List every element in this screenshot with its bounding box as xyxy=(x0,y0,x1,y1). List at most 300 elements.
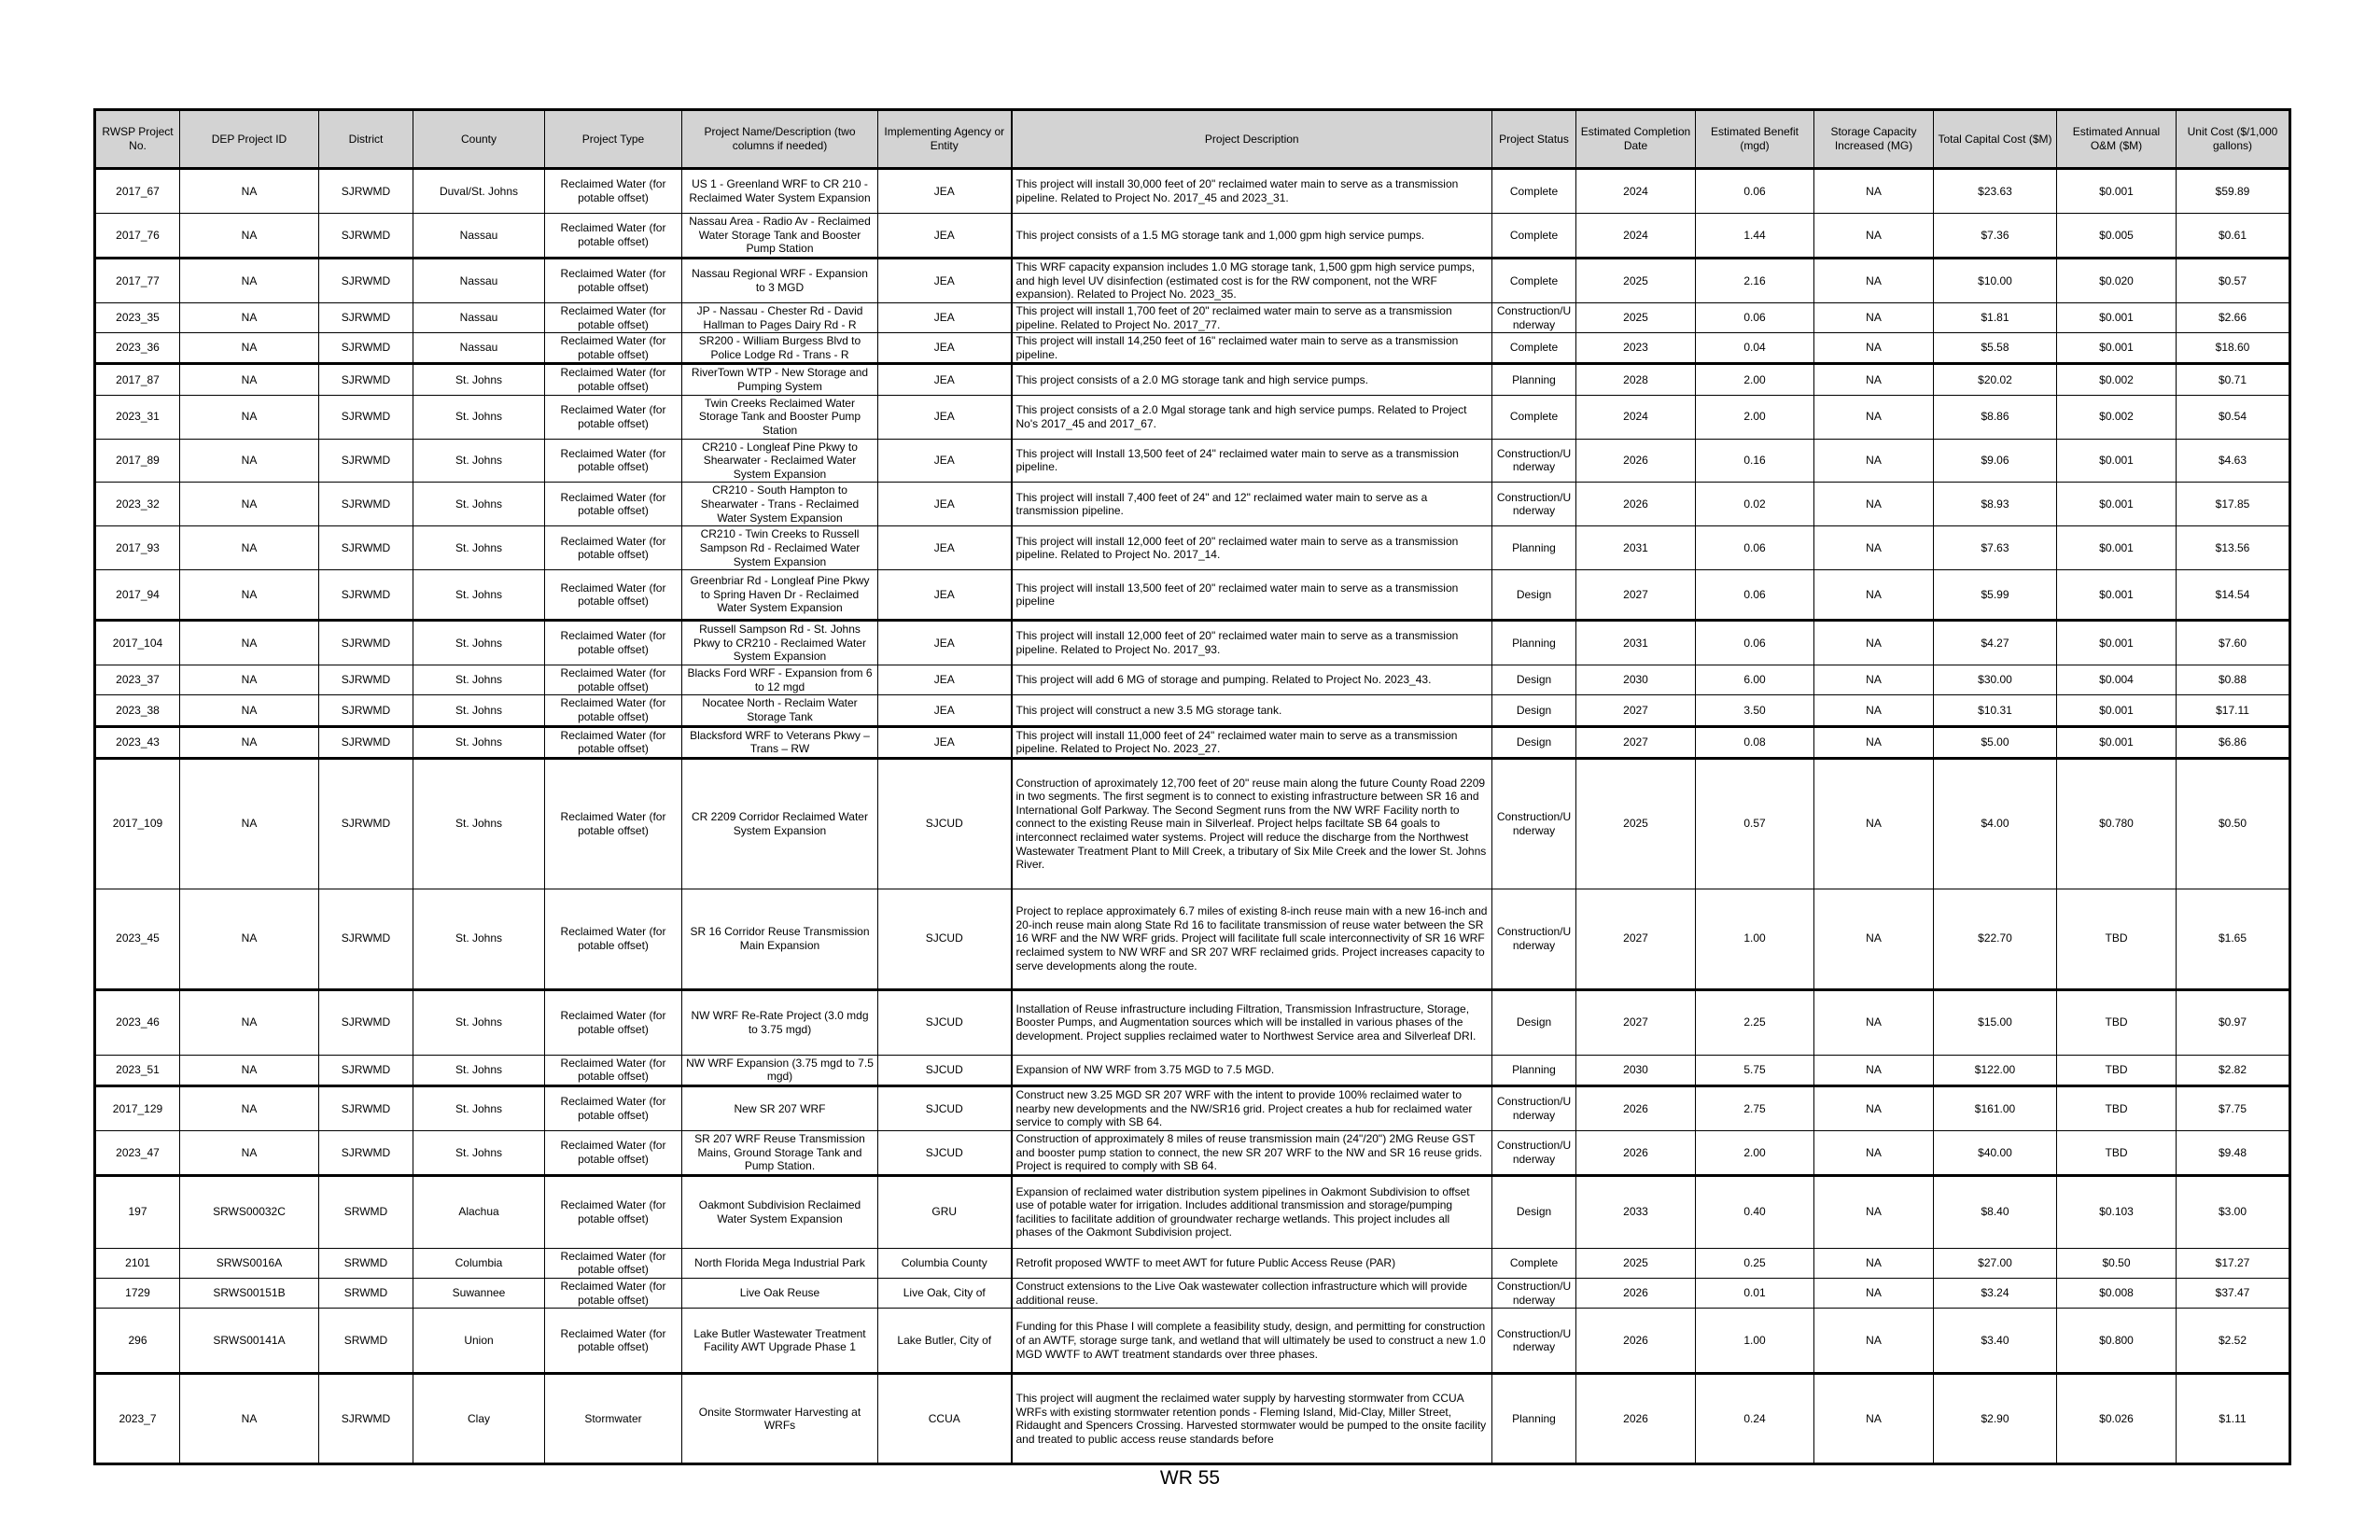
cell-district: SRWMD xyxy=(319,1279,413,1309)
cell-storage-capacity-mg: NA xyxy=(1814,570,1934,621)
cell-dep-project-id: NA xyxy=(180,1374,319,1464)
cell-implementing-agency: JEA xyxy=(878,570,1012,621)
column-header-project-name: Project Name/Description (two columns if needed) xyxy=(682,110,878,169)
cell-est-benefit-mgd: 2.75 xyxy=(1696,1086,1814,1131)
cell-dep-project-id: NA xyxy=(180,758,319,889)
cell-est-benefit-mgd: 0.06 xyxy=(1696,302,1814,332)
cell-project-description: This project will install 12,000 feet of 20" reclaimed water main to serve as a transmission pipeline. Related to Project No. 2017_93. xyxy=(1012,621,1492,665)
cell-county: St. Johns xyxy=(413,621,545,665)
cell-unit-cost: $7.60 xyxy=(2177,621,2290,665)
cell-implementing-agency: SJCUD xyxy=(878,989,1012,1055)
table-body xyxy=(95,169,2290,1464)
column-header-est-completion-date: Estimated Completion Date xyxy=(1576,110,1696,169)
cell-dep-project-id: NA xyxy=(180,1130,319,1175)
cell-est-annual-om: $0.780 xyxy=(2057,758,2177,889)
cell-district: SJRWMD xyxy=(319,302,413,332)
cell-storage-capacity-mg: NA xyxy=(1814,989,1934,1055)
cell-total-capital-cost: $1.81 xyxy=(1934,302,2057,332)
cell-project-status: Planning xyxy=(1492,1374,1576,1464)
table-row xyxy=(95,726,2290,758)
cell-district: SJRWMD xyxy=(319,333,413,364)
cell-project-name: Twin Creeks Reclaimed Water Storage Tank and Booster Pump Station xyxy=(682,395,878,439)
cell-est-annual-om: $0.001 xyxy=(2057,570,2177,621)
cell-rwsp-project-no: 2023_45 xyxy=(95,889,180,989)
cell-project-status: Planning xyxy=(1492,1055,1576,1085)
cell-project-description: This project will install 13,500 feet of 20" reclaimed water main to serve as a transmission pipeline xyxy=(1012,570,1492,621)
cell-unit-cost: $37.47 xyxy=(2177,1279,2290,1309)
cell-project-status: Complete xyxy=(1492,258,1576,302)
table-row xyxy=(95,1279,2290,1309)
cell-unit-cost: $2.52 xyxy=(2177,1309,2290,1374)
cell-dep-project-id: SRWS0016A xyxy=(180,1248,319,1278)
column-header-district: District xyxy=(319,110,413,169)
cell-county: Nassau xyxy=(413,258,545,302)
table-row xyxy=(95,989,2290,1055)
cell-est-benefit-mgd: 2.16 xyxy=(1696,258,1814,302)
cell-storage-capacity-mg: NA xyxy=(1814,169,1934,214)
cell-implementing-agency: JEA xyxy=(878,302,1012,332)
cell-dep-project-id: NA xyxy=(180,395,319,439)
column-header-unit-cost: Unit Cost ($/1,000 gallons) xyxy=(2177,110,2290,169)
cell-project-status: Complete xyxy=(1492,169,1576,214)
cell-county: Nassau xyxy=(413,333,545,364)
cell-project-name: SR 207 WRF Reuse Transmission Mains, Ground Storage Tank and Pump Station. xyxy=(682,1130,878,1175)
cell-county: Columbia xyxy=(413,1248,545,1278)
cell-project-type: Reclaimed Water (for potable offset) xyxy=(545,665,682,695)
cell-storage-capacity-mg: NA xyxy=(1814,1086,1934,1131)
cell-est-annual-om: $0.008 xyxy=(2057,1279,2177,1309)
column-header-total-capital-cost: Total Capital Cost ($M) xyxy=(1934,110,2057,169)
table-row xyxy=(95,258,2290,302)
cell-county: St. Johns xyxy=(413,665,545,695)
column-header-implementing-agency: Implementing Agency or Entity xyxy=(878,110,1012,169)
column-header-est-annual-om: Estimated Annual O&M ($M) xyxy=(2057,110,2177,169)
table-row xyxy=(95,1055,2290,1085)
cell-rwsp-project-no: 2023_7 xyxy=(95,1374,180,1464)
cell-dep-project-id: NA xyxy=(180,333,319,364)
cell-rwsp-project-no: 197 xyxy=(95,1175,180,1248)
cell-unit-cost: $4.63 xyxy=(2177,439,2290,483)
cell-est-completion-date: 2024 xyxy=(1576,169,1696,214)
cell-project-name: Oakmont Subdivision Reclaimed Water System Expansion xyxy=(682,1175,878,1248)
cell-district: SJRWMD xyxy=(319,989,413,1055)
cell-rwsp-project-no: 2101 xyxy=(95,1248,180,1278)
cell-project-description: This project will Install 13,500 feet of 24" reclaimed water main to serve as a transmission pipeline. xyxy=(1012,439,1492,483)
cell-storage-capacity-mg: NA xyxy=(1814,621,1934,665)
cell-project-name: Live Oak Reuse xyxy=(682,1279,878,1309)
cell-est-benefit-mgd: 0.25 xyxy=(1696,1248,1814,1278)
cell-total-capital-cost: $4.00 xyxy=(1934,758,2057,889)
cell-unit-cost: $9.48 xyxy=(2177,1130,2290,1175)
cell-dep-project-id: SRWS00032C xyxy=(180,1175,319,1248)
cell-project-status: Construction/Underway xyxy=(1492,1309,1576,1374)
cell-district: SJRWMD xyxy=(319,570,413,621)
cell-implementing-agency: JEA xyxy=(878,364,1012,395)
cell-project-type: Reclaimed Water (for potable offset) xyxy=(545,395,682,439)
cell-est-annual-om: $0.005 xyxy=(2057,214,2177,259)
cell-est-completion-date: 2026 xyxy=(1576,1086,1696,1131)
cell-implementing-agency: JEA xyxy=(878,169,1012,214)
cell-project-name: Nocatee North - Reclaim Water Storage Tank xyxy=(682,695,878,726)
cell-est-completion-date: 2026 xyxy=(1576,1374,1696,1464)
cell-storage-capacity-mg: NA xyxy=(1814,364,1934,395)
cell-est-annual-om: $0.50 xyxy=(2057,1248,2177,1278)
cell-rwsp-project-no: 2023_51 xyxy=(95,1055,180,1085)
cell-county: St. Johns xyxy=(413,364,545,395)
cell-project-status: Construction/Underway xyxy=(1492,1279,1576,1309)
cell-rwsp-project-no: 2017_89 xyxy=(95,439,180,483)
cell-county: Suwannee xyxy=(413,1279,545,1309)
cell-est-benefit-mgd: 3.50 xyxy=(1696,695,1814,726)
cell-total-capital-cost: $22.70 xyxy=(1934,889,2057,989)
cell-project-description: This project will install 14,250 feet of 16" reclaimed water main to serve as a transmission pipeline. xyxy=(1012,333,1492,364)
cell-total-capital-cost: $8.93 xyxy=(1934,483,2057,526)
cell-est-benefit-mgd: 6.00 xyxy=(1696,665,1814,695)
cell-est-completion-date: 2026 xyxy=(1576,439,1696,483)
table-row xyxy=(95,439,2290,483)
cell-est-completion-date: 2025 xyxy=(1576,758,1696,889)
cell-dep-project-id: NA xyxy=(180,989,319,1055)
cell-implementing-agency: SJCUD xyxy=(878,758,1012,889)
cell-rwsp-project-no: 2017_77 xyxy=(95,258,180,302)
cell-dep-project-id: NA xyxy=(180,258,319,302)
cell-est-benefit-mgd: 0.04 xyxy=(1696,333,1814,364)
cell-est-completion-date: 2027 xyxy=(1576,989,1696,1055)
cell-est-benefit-mgd: 2.00 xyxy=(1696,1130,1814,1175)
cell-est-annual-om: $0.001 xyxy=(2057,439,2177,483)
cell-total-capital-cost: $8.86 xyxy=(1934,395,2057,439)
cell-unit-cost: $17.85 xyxy=(2177,483,2290,526)
cell-storage-capacity-mg: NA xyxy=(1814,758,1934,889)
table-row xyxy=(95,1309,2290,1374)
cell-est-completion-date: 2027 xyxy=(1576,695,1696,726)
cell-project-name: Greenbriar Rd - Longleaf Pine Pkwy to Spring Haven Dr - Reclaimed Water System Expansion xyxy=(682,570,878,621)
cell-unit-cost: $0.97 xyxy=(2177,989,2290,1055)
cell-project-description: This project will install 1,700 feet of 20" reclaimed water main to serve as a transmission pipeline. Related to Project No. 2017_77. xyxy=(1012,302,1492,332)
cell-total-capital-cost: $3.24 xyxy=(1934,1279,2057,1309)
cell-storage-capacity-mg: NA xyxy=(1814,1309,1934,1374)
cell-project-status: Construction/Underway xyxy=(1492,439,1576,483)
cell-project-status: Design xyxy=(1492,570,1576,621)
table-header-row xyxy=(95,110,2290,169)
cell-est-annual-om: TBD xyxy=(2057,989,2177,1055)
cell-est-completion-date: 2026 xyxy=(1576,483,1696,526)
cell-project-type: Reclaimed Water (for potable offset) xyxy=(545,1309,682,1374)
cell-project-description: This project will install 7,400 feet of 24" and 12" reclaimed water main to serve as a transmission pipeline. xyxy=(1012,483,1492,526)
table-row xyxy=(95,1175,2290,1248)
cell-est-completion-date: 2025 xyxy=(1576,302,1696,332)
cell-total-capital-cost: $27.00 xyxy=(1934,1248,2057,1278)
cell-project-type: Reclaimed Water (for potable offset) xyxy=(545,1248,682,1278)
cell-district: SJRWMD xyxy=(319,665,413,695)
table-row xyxy=(95,1086,2290,1131)
cell-unit-cost: $6.86 xyxy=(2177,726,2290,758)
cell-est-annual-om: $0.001 xyxy=(2057,302,2177,332)
cell-county: Union xyxy=(413,1309,545,1374)
cell-total-capital-cost: $40.00 xyxy=(1934,1130,2057,1175)
cell-project-name: NW WRF Re-Rate Project (3.0 mdg to 3.75 mgd) xyxy=(682,989,878,1055)
cell-implementing-agency: JEA xyxy=(878,483,1012,526)
cell-dep-project-id: NA xyxy=(180,483,319,526)
cell-project-status: Planning xyxy=(1492,526,1576,570)
cell-total-capital-cost: $7.63 xyxy=(1934,526,2057,570)
cell-district: SJRWMD xyxy=(319,439,413,483)
cell-district: SJRWMD xyxy=(319,695,413,726)
cell-est-benefit-mgd: 0.06 xyxy=(1696,621,1814,665)
cell-project-status: Complete xyxy=(1492,1248,1576,1278)
water-projects-table xyxy=(93,108,2291,1465)
cell-est-benefit-mgd: 0.06 xyxy=(1696,526,1814,570)
cell-rwsp-project-no: 1729 xyxy=(95,1279,180,1309)
column-header-rwsp-project-no: RWSP Project No. xyxy=(95,110,180,169)
cell-project-name: New SR 207 WRF xyxy=(682,1086,878,1131)
cell-project-status: Construction/Underway xyxy=(1492,483,1576,526)
cell-total-capital-cost: $10.31 xyxy=(1934,695,2057,726)
cell-project-description: Construction of aproximately 12,700 feet of 20" reuse main along the future County Road 2209 in two segments. The first segment is to connect to existing infrastructure between SR 16 and International Golf Parkway. The Second Segment runs from the NW WRF Facility north to connect to the existing Reuse main in Silverleaf. Project helps faciltate SB 64 goals to interconnect reclaimed water systems. Project will reduce the discharge from the Northwest Wastewater Treatment Plant to Mill Creek, a tributary of Six Mile Creek and the lower St. Johns River. xyxy=(1012,758,1492,889)
cell-rwsp-project-no: 2023_32 xyxy=(95,483,180,526)
column-header-storage-capacity-mg: Storage Capacity Increased (MG) xyxy=(1814,110,1934,169)
cell-dep-project-id: NA xyxy=(180,439,319,483)
cell-est-completion-date: 2024 xyxy=(1576,214,1696,259)
cell-project-description: This WRF capacity expansion includes 1.0 MG storage tank, 1,500 gpm high service pumps, and high level UV disinfection (estimated cost is for the RW component, not the WRF expansion). Related to Project No. 2023_35. xyxy=(1012,258,1492,302)
cell-est-completion-date: 2026 xyxy=(1576,1309,1696,1374)
cell-est-benefit-mgd: 1.00 xyxy=(1696,889,1814,989)
cell-district: SJRWMD xyxy=(319,1130,413,1175)
cell-unit-cost: $7.75 xyxy=(2177,1086,2290,1131)
cell-total-capital-cost: $9.06 xyxy=(1934,439,2057,483)
cell-project-name: Russell Sampson Rd - St. Johns Pkwy to CR210 - Reclaimed Water System Expansion xyxy=(682,621,878,665)
cell-storage-capacity-mg: NA xyxy=(1814,889,1934,989)
cell-unit-cost: $0.88 xyxy=(2177,665,2290,695)
cell-project-status: Planning xyxy=(1492,621,1576,665)
cell-dep-project-id: NA xyxy=(180,695,319,726)
cell-project-type: Reclaimed Water (for potable offset) xyxy=(545,621,682,665)
cell-project-name: SR 16 Corridor Reuse Transmission Main Expansion xyxy=(682,889,878,989)
cell-project-description: This project will add 6 MG of storage and pumping. Related to Project No. 2023_43. xyxy=(1012,665,1492,695)
cell-est-completion-date: 2024 xyxy=(1576,395,1696,439)
cell-total-capital-cost: $2.90 xyxy=(1934,1374,2057,1464)
cell-total-capital-cost: $3.40 xyxy=(1934,1309,2057,1374)
cell-storage-capacity-mg: NA xyxy=(1814,695,1934,726)
cell-project-type: Reclaimed Water (for potable offset) xyxy=(545,364,682,395)
cell-storage-capacity-mg: NA xyxy=(1814,258,1934,302)
cell-implementing-agency: CCUA xyxy=(878,1374,1012,1464)
cell-est-annual-om: $0.001 xyxy=(2057,726,2177,758)
cell-storage-capacity-mg: NA xyxy=(1814,526,1934,570)
cell-unit-cost: $1.11 xyxy=(2177,1374,2290,1464)
cell-project-description: This project will install 11,000 feet of 24" reclaimed water main to serve as a transmission pipeline. Related to Project No. 2023_27. xyxy=(1012,726,1492,758)
cell-rwsp-project-no: 2023_38 xyxy=(95,695,180,726)
table-row xyxy=(95,169,2290,214)
column-header-project-description: Project Description xyxy=(1012,110,1492,169)
cell-implementing-agency: SJCUD xyxy=(878,1055,1012,1085)
cell-project-type: Reclaimed Water (for potable offset) xyxy=(545,889,682,989)
cell-est-annual-om: $0.001 xyxy=(2057,621,2177,665)
cell-dep-project-id: SRWS00141A xyxy=(180,1309,319,1374)
cell-est-annual-om: $0.001 xyxy=(2057,526,2177,570)
cell-est-annual-om: $0.002 xyxy=(2057,395,2177,439)
cell-total-capital-cost: $7.36 xyxy=(1934,214,2057,259)
cell-est-annual-om: $0.001 xyxy=(2057,483,2177,526)
cell-project-type: Reclaimed Water (for potable offset) xyxy=(545,169,682,214)
table-header xyxy=(95,110,2290,169)
cell-project-type: Reclaimed Water (for potable offset) xyxy=(545,989,682,1055)
cell-est-annual-om: TBD xyxy=(2057,889,2177,989)
cell-dep-project-id: NA xyxy=(180,364,319,395)
cell-implementing-agency: SJCUD xyxy=(878,1130,1012,1175)
cell-project-name: Nassau Area - Radio Av - Reclaimed Water Storage Tank and Booster Pump Station xyxy=(682,214,878,259)
cell-project-status: Construction/Underway xyxy=(1492,889,1576,989)
table-row xyxy=(95,695,2290,726)
cell-total-capital-cost: $20.02 xyxy=(1934,364,2057,395)
cell-project-type: Reclaimed Water (for potable offset) xyxy=(545,758,682,889)
cell-project-type: Reclaimed Water (for potable offset) xyxy=(545,726,682,758)
cell-project-type: Reclaimed Water (for potable offset) xyxy=(545,1175,682,1248)
cell-unit-cost: $0.54 xyxy=(2177,395,2290,439)
cell-project-status: Planning xyxy=(1492,364,1576,395)
cell-est-annual-om: $0.004 xyxy=(2057,665,2177,695)
cell-unit-cost: $17.27 xyxy=(2177,1248,2290,1278)
cell-est-benefit-mgd: 0.24 xyxy=(1696,1374,1814,1464)
cell-county: Duval/St. Johns xyxy=(413,169,545,214)
cell-dep-project-id: NA xyxy=(180,621,319,665)
cell-storage-capacity-mg: NA xyxy=(1814,1279,1934,1309)
cell-unit-cost: $0.50 xyxy=(2177,758,2290,889)
cell-dep-project-id: NA xyxy=(180,665,319,695)
cell-storage-capacity-mg: NA xyxy=(1814,395,1934,439)
cell-project-description: This project will install 30,000 feet of 20" reclaimed water main to serve as a transmission pipeline. Related to Project No. 2017_45 and 2023_31. xyxy=(1012,169,1492,214)
cell-project-name: US 1 - Greenland WRF to CR 210 - Reclaimed Water System Expansion xyxy=(682,169,878,214)
cell-implementing-agency: JEA xyxy=(878,695,1012,726)
cell-county: St. Johns xyxy=(413,570,545,621)
cell-est-benefit-mgd: 0.01 xyxy=(1696,1279,1814,1309)
cell-district: SRWMD xyxy=(319,1248,413,1278)
cell-project-type: Reclaimed Water (for potable offset) xyxy=(545,214,682,259)
table-row xyxy=(95,483,2290,526)
cell-est-completion-date: 2030 xyxy=(1576,665,1696,695)
cell-implementing-agency: GRU xyxy=(878,1175,1012,1248)
cell-est-benefit-mgd: 1.44 xyxy=(1696,214,1814,259)
cell-project-name: CR210 - Longleaf Pine Pkwy to Shearwater - Reclaimed Water System Expansion xyxy=(682,439,878,483)
cell-district: SJRWMD xyxy=(319,758,413,889)
cell-est-completion-date: 2031 xyxy=(1576,621,1696,665)
cell-project-type: Reclaimed Water (for potable offset) xyxy=(545,302,682,332)
table-row xyxy=(95,1374,2290,1464)
table-row xyxy=(95,395,2290,439)
cell-unit-cost: $2.82 xyxy=(2177,1055,2290,1085)
cell-est-annual-om: $0.800 xyxy=(2057,1309,2177,1374)
cell-implementing-agency: Lake Butler, City of xyxy=(878,1309,1012,1374)
cell-county: St. Johns xyxy=(413,483,545,526)
cell-project-description: Expansion of NW WRF from 3.75 MGD to 7.5 MGD. xyxy=(1012,1055,1492,1085)
table-row xyxy=(95,526,2290,570)
cell-total-capital-cost: $5.58 xyxy=(1934,333,2057,364)
cell-total-capital-cost: $5.99 xyxy=(1934,570,2057,621)
cell-district: SJRWMD xyxy=(319,483,413,526)
cell-total-capital-cost: $161.00 xyxy=(1934,1086,2057,1131)
projects-table-container xyxy=(93,108,2291,1465)
column-header-project-status: Project Status xyxy=(1492,110,1576,169)
column-header-project-type: Project Type xyxy=(545,110,682,169)
cell-dep-project-id: NA xyxy=(180,570,319,621)
cell-project-description: Project to replace approximately 6.7 miles of existing 8-inch reuse main with a new 16-inch and 20-inch reuse main along State Rd 16 to facilitate transmission of reuse water between the SR 16 WRF and the NW WRF grids. Project will facilitate full scale interconnectivity of SR 16 WRF reclaimed system to NW WRF and SR 207 WRF reclaimed grids. Project increases capacity to serve developments along the route. xyxy=(1012,889,1492,989)
cell-project-status: Complete xyxy=(1492,333,1576,364)
cell-district: SJRWMD xyxy=(319,526,413,570)
cell-district: SJRWMD xyxy=(319,726,413,758)
cell-project-name: CR 2209 Corridor Reclaimed Water System Expansion xyxy=(682,758,878,889)
cell-project-description: This project consists of a 2.0 MG storage tank and high service pumps. xyxy=(1012,364,1492,395)
cell-implementing-agency: JEA xyxy=(878,621,1012,665)
cell-dep-project-id: NA xyxy=(180,889,319,989)
cell-est-benefit-mgd: 2.00 xyxy=(1696,364,1814,395)
cell-project-type: Stormwater xyxy=(545,1374,682,1464)
cell-implementing-agency: JEA xyxy=(878,214,1012,259)
cell-est-annual-om: $0.001 xyxy=(2057,169,2177,214)
cell-district: SJRWMD xyxy=(319,1086,413,1131)
cell-rwsp-project-no: 2017_93 xyxy=(95,526,180,570)
cell-unit-cost: $18.60 xyxy=(2177,333,2290,364)
cell-project-type: Reclaimed Water (for potable offset) xyxy=(545,1055,682,1085)
cell-est-completion-date: 2030 xyxy=(1576,1055,1696,1085)
cell-storage-capacity-mg: NA xyxy=(1814,483,1934,526)
cell-est-completion-date: 2027 xyxy=(1576,726,1696,758)
cell-rwsp-project-no: 2023_46 xyxy=(95,989,180,1055)
cell-implementing-agency: SJCUD xyxy=(878,889,1012,989)
table-row xyxy=(95,889,2290,989)
cell-storage-capacity-mg: NA xyxy=(1814,665,1934,695)
cell-county: Clay xyxy=(413,1374,545,1464)
cell-project-name: Nassau Regional WRF - Expansion to 3 MGD xyxy=(682,258,878,302)
cell-county: Alachua xyxy=(413,1175,545,1248)
cell-project-description: Construction of approximately 8 miles of reuse transmission main (24"/20") 2MG Reuse GST and booster pump station to connect, the new SR 207 WRF to the NW and SR 16 reuse grids. Project is required to comply with SB 64. xyxy=(1012,1130,1492,1175)
table-row xyxy=(95,214,2290,259)
cell-total-capital-cost: $122.00 xyxy=(1934,1055,2057,1085)
cell-district: SJRWMD xyxy=(319,395,413,439)
cell-est-benefit-mgd: 0.57 xyxy=(1696,758,1814,889)
cell-implementing-agency: JEA xyxy=(878,526,1012,570)
cell-project-status: Design xyxy=(1492,665,1576,695)
cell-est-benefit-mgd: 0.06 xyxy=(1696,570,1814,621)
cell-est-completion-date: 2031 xyxy=(1576,526,1696,570)
cell-dep-project-id: NA xyxy=(180,726,319,758)
cell-total-capital-cost: $30.00 xyxy=(1934,665,2057,695)
cell-project-status: Design xyxy=(1492,695,1576,726)
cell-project-name: NW WRF Expansion (3.75 mgd to 7.5 mgd) xyxy=(682,1055,878,1085)
cell-project-description: Expansion of reclaimed water distribution system pipelines in Oakmont Subdivision to offset use of potable water for irrigation. Includes additional transmission and storage/pumping facilities to facilitate addition of groundwater recharge wetlands. This project includes all phases of the Oakmont Subdivision project. xyxy=(1012,1175,1492,1248)
cell-project-type: Reclaimed Water (for potable offset) xyxy=(545,483,682,526)
cell-implementing-agency: JEA xyxy=(878,726,1012,758)
cell-implementing-agency: JEA xyxy=(878,258,1012,302)
cell-est-completion-date: 2026 xyxy=(1576,1279,1696,1309)
cell-project-name: CR210 - South Hampton to Shearwater - Trans - Reclaimed Water System Expansion xyxy=(682,483,878,526)
table-row xyxy=(95,665,2290,695)
column-header-county: County xyxy=(413,110,545,169)
cell-unit-cost: $0.71 xyxy=(2177,364,2290,395)
cell-county: St. Johns xyxy=(413,1055,545,1085)
cell-storage-capacity-mg: NA xyxy=(1814,214,1934,259)
cell-total-capital-cost: $10.00 xyxy=(1934,258,2057,302)
cell-storage-capacity-mg: NA xyxy=(1814,1130,1934,1175)
table-row xyxy=(95,758,2290,889)
cell-est-completion-date: 2025 xyxy=(1576,1248,1696,1278)
cell-unit-cost: $1.65 xyxy=(2177,889,2290,989)
cell-dep-project-id: NA xyxy=(180,169,319,214)
cell-project-name: Blacksford WRF to Veterans Pkwy – Trans – RW xyxy=(682,726,878,758)
cell-county: St. Johns xyxy=(413,726,545,758)
cell-project-description: This project will install 12,000 feet of 20" reclaimed water main to serve as a transmission pipeline. Related to Project No. 2017_14. xyxy=(1012,526,1492,570)
cell-rwsp-project-no: 2017_129 xyxy=(95,1086,180,1131)
table-row xyxy=(95,333,2290,364)
